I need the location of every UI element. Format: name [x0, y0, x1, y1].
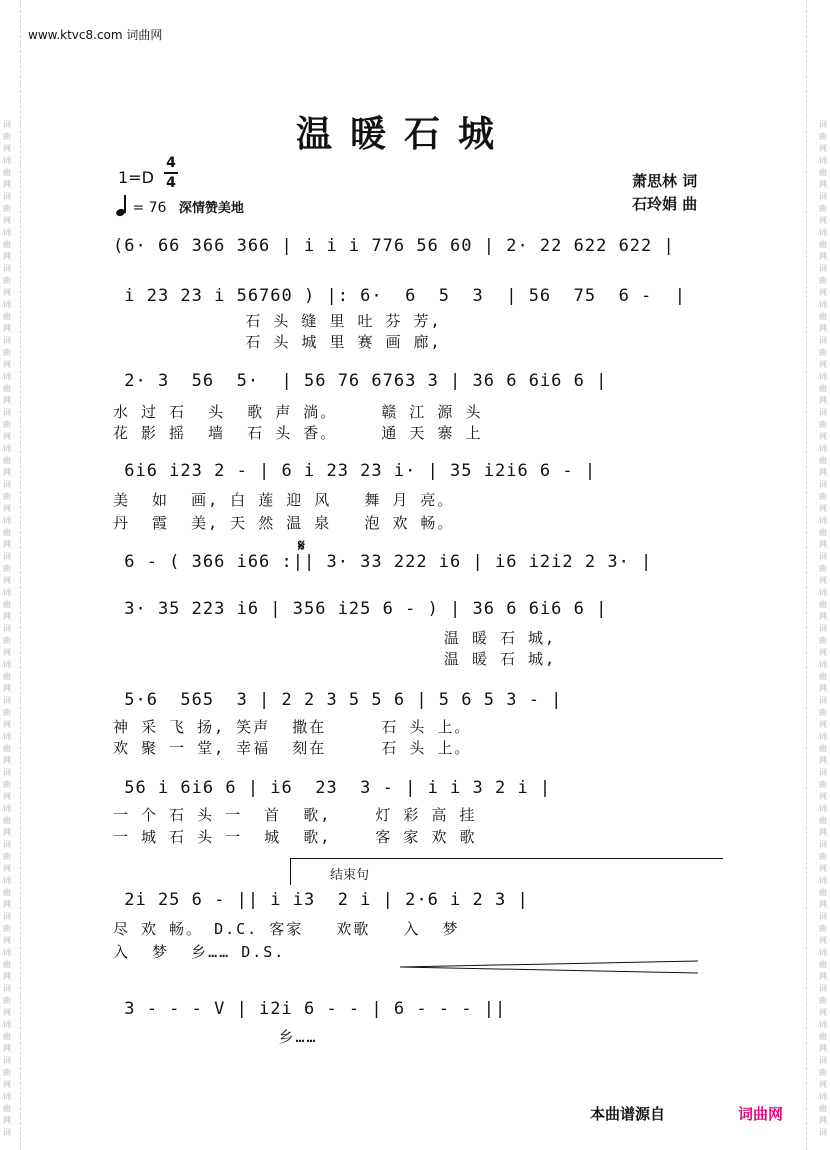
watermark-char: 网 [819, 900, 827, 909]
watermark-char: 网 [819, 396, 827, 405]
watermark-char: 词 [3, 372, 11, 381]
watermark-char: 网 [3, 612, 11, 621]
watermark-char: 词 [3, 912, 11, 921]
score-row-6 [113, 599, 723, 627]
watermark-char: 词 [819, 1020, 827, 1029]
score-row-10 [113, 999, 723, 1027]
watermark-char: 网 [3, 432, 11, 441]
watermark-char: 曲 [819, 636, 827, 645]
watermark-char: 网 [3, 972, 11, 981]
watermark-char: 词 [819, 948, 827, 957]
lyric-line: 水 过 石 头 歌 声 淌。 赣 江 源 头 [113, 403, 483, 421]
score-row-8 [113, 778, 723, 806]
watermark-char: 词 [819, 768, 827, 777]
watermark-char: 网 [819, 1116, 827, 1125]
watermark-char: 词 [3, 768, 11, 777]
watermark-char: 曲 [819, 960, 827, 969]
watermark-char: 词 [3, 732, 11, 741]
watermark-char: 网 [3, 1080, 11, 1089]
lyric-line: 美 如 画, 白 莲 迎 风 舞 月 亮。 [113, 491, 455, 509]
watermark-char: 网 [3, 936, 11, 945]
watermark-char: 曲 [3, 924, 11, 933]
watermark-char: 曲 [3, 240, 11, 249]
watermark-char: 网 [819, 936, 827, 945]
watermark-char: 词 [819, 624, 827, 633]
score-row-1 [113, 236, 723, 264]
watermark-char: 词 [819, 588, 827, 597]
notation-row: 2i 25 6 - || i i3 2 i | 2·6 i 2 3 | [113, 890, 529, 910]
watermark-char: 曲 [819, 528, 827, 537]
watermark-char: 曲 [3, 960, 11, 969]
watermark-char: 词 [3, 696, 11, 705]
watermark-char: 词 [3, 480, 11, 489]
left-dashed-guide [20, 0, 21, 1150]
lyric-line: 尽 欢 畅。 D.C. 客家 欢歌 入 梦 [113, 920, 460, 938]
notation-row: 3· 35 223 i6 | 356 i25 6 - ) | 36 6 6i6 6 | [113, 599, 608, 619]
watermark-char: 曲 [819, 780, 827, 789]
notation-row: 56 i 6i6 6 | i6 23 3 - | i i 3 2 i | [113, 778, 552, 798]
watermark-char: 词 [3, 300, 11, 309]
watermark-char: 曲 [3, 780, 11, 789]
right-watermark-strip [816, 0, 830, 1150]
watermark-char: 曲 [3, 708, 11, 717]
lyric-line: 一 个 石 头 一 首 歌, 灯 彩 高 挂 [113, 806, 477, 824]
watermark-char: 词 [819, 336, 827, 345]
watermark-char: 曲 [819, 132, 827, 141]
watermark-site-text: 词曲网 [126, 28, 163, 42]
tempo-expression: 深情赞美地 [178, 201, 244, 216]
watermark-char: 词 [819, 732, 827, 741]
watermark-char: 网 [819, 1008, 827, 1017]
watermark-char: 曲 [3, 528, 11, 537]
left-watermark-strip [0, 0, 14, 1150]
watermark-char: 网 [819, 252, 827, 261]
watermark-char: 词 [819, 444, 827, 453]
watermark-char: 网 [3, 756, 11, 765]
notation-row: 6i6 i23 2 - | 6 i 23 23 i· | 35 i2i6 6 - | [113, 461, 597, 481]
watermark-char: 词 [3, 516, 11, 525]
watermark-char: 词 [3, 264, 11, 273]
lyric-line: 一 城 石 头 一 城 歌, 客 家 欢 歌 [113, 828, 477, 846]
watermark-char: 词 [3, 876, 11, 885]
watermark-char: 曲 [3, 996, 11, 1005]
watermark-char: 曲 [819, 852, 827, 861]
watermark-char: 词 [3, 1020, 11, 1029]
footer-brand-link[interactable]: 词曲网 [738, 1105, 784, 1123]
watermark-char: 网 [819, 720, 827, 729]
watermark-char: 词 [819, 228, 827, 237]
lyricist-credit: 萧思林 词 [632, 172, 698, 190]
watermark-char: 网 [819, 684, 827, 693]
watermark-char: 曲 [819, 168, 827, 177]
key-signature: 1=D [118, 168, 154, 187]
song-title: 温暖石城 [296, 113, 513, 155]
watermark-char: 曲 [819, 276, 827, 285]
watermark-char: 曲 [819, 888, 827, 897]
footer-source-label: 本曲谱源自 [590, 1105, 666, 1123]
watermark-char: 曲 [3, 564, 11, 573]
watermark-char: 网 [819, 1044, 827, 1053]
score-row-3 [113, 371, 723, 399]
watermark-char: 词 [819, 696, 827, 705]
time-sig-bottom: 4 [166, 175, 176, 191]
watermark-char: 曲 [3, 492, 11, 501]
watermark-char: 曲 [3, 420, 11, 429]
watermark-char: 曲 [819, 816, 827, 825]
watermark-char: 网 [3, 684, 11, 693]
watermark-char: 曲 [3, 348, 11, 357]
lyric-line: 乡…… [113, 1028, 318, 1046]
score-row-4 [113, 461, 723, 489]
notation-row: 2· 3 56 5· | 56 76 6763 3 | 36 6 6i6 6 | [113, 371, 608, 391]
watermark-char: 词 [3, 192, 11, 201]
lyric-line: 温 暖 石 城, [113, 629, 557, 647]
watermark-char: 网 [3, 360, 11, 369]
watermark-char: 网 [3, 252, 11, 261]
watermark-char: 网 [819, 324, 827, 333]
watermark-char: 曲 [819, 1068, 827, 1077]
watermark-char: 曲 [819, 744, 827, 753]
watermark-char: 词 [3, 660, 11, 669]
watermark-char: 词 [819, 912, 827, 921]
watermark-char: 词 [3, 552, 11, 561]
watermark-char: 词 [3, 120, 11, 129]
watermark-char: 网 [819, 540, 827, 549]
watermark-char: 曲 [819, 924, 827, 933]
watermark-char: 词 [3, 444, 11, 453]
watermark-char: 曲 [3, 852, 11, 861]
watermark-char: 曲 [3, 744, 11, 753]
watermark-char: 网 [819, 864, 827, 873]
watermark-char: 词 [819, 192, 827, 201]
notation-row: 5·6 565 3 | 2 2 3 5 5 6 | 5 6 5 3 - | [113, 690, 563, 710]
notation-row: (6· 66 366 366 | i i i 776 56 60 | 2· 22 622 622 | [113, 236, 675, 256]
watermark-char: 词 [819, 516, 827, 525]
watermark-char: 网 [819, 504, 827, 513]
watermark-char: 词 [819, 408, 827, 417]
watermark-char: 曲 [819, 348, 827, 357]
watermark-char: 曲 [3, 888, 11, 897]
watermark-char: 网 [3, 504, 11, 513]
watermark-char: 网 [819, 144, 827, 153]
watermark-char: 词 [819, 1092, 827, 1101]
watermark-url-text: www.ktvc8.com [28, 28, 123, 42]
watermark-char: 曲 [3, 204, 11, 213]
watermark-char: 曲 [819, 456, 827, 465]
watermark-char: 曲 [819, 672, 827, 681]
watermark-char: 网 [3, 792, 11, 801]
score-row-5 [113, 552, 723, 580]
watermark-char: 网 [3, 468, 11, 477]
watermark-char: 曲 [3, 1104, 11, 1113]
watermark-char: 曲 [819, 384, 827, 393]
watermark-char: 词 [3, 1092, 11, 1101]
watermark-char: 曲 [819, 1032, 827, 1041]
watermark-char: 曲 [819, 1104, 827, 1113]
lyric-line: 石 头 缝 里 吐 芬 芳, [113, 312, 442, 330]
watermark-char: 网 [3, 1008, 11, 1017]
watermark-char: 词 [3, 228, 11, 237]
watermark-char: 词 [819, 480, 827, 489]
watermark-char: 网 [819, 1080, 827, 1089]
watermark-char: 网 [3, 576, 11, 585]
watermark-char: 曲 [819, 996, 827, 1005]
watermark-char: 词 [819, 876, 827, 885]
watermark-char: 网 [819, 792, 827, 801]
watermark-char: 网 [819, 216, 827, 225]
watermark-char: 词 [3, 984, 11, 993]
watermark-char: 网 [3, 396, 11, 405]
notation-row: i 23 23 i 56760 ) |: 6· 6 5 3 | 56 75 6 - | [113, 286, 686, 306]
watermark-char: 网 [3, 1044, 11, 1053]
watermark-char: 曲 [3, 456, 11, 465]
watermark-char: 网 [3, 540, 11, 549]
watermark-char: 曲 [3, 312, 11, 321]
lyric-line: 温 暖 石 城, [113, 650, 557, 668]
decrescendo-hairpin [400, 960, 700, 974]
score-row-9 [113, 890, 723, 918]
watermark-char: 词 [3, 840, 11, 849]
right-dashed-guide [806, 0, 807, 1150]
watermark-char: 词 [3, 804, 11, 813]
watermark-char: 网 [3, 648, 11, 657]
tempo-value: = 76 [132, 200, 167, 216]
watermark-char: 曲 [3, 636, 11, 645]
watermark-char: 词 [819, 984, 827, 993]
watermark-char: 网 [819, 432, 827, 441]
tempo-marking [116, 196, 244, 216]
watermark-char: 词 [3, 624, 11, 633]
watermark-char: 网 [3, 216, 11, 225]
watermark-char: 曲 [3, 132, 11, 141]
watermark-char: 词 [3, 588, 11, 597]
watermark-char: 曲 [819, 312, 827, 321]
quarter-note-icon [116, 196, 128, 216]
watermark-char: 网 [819, 360, 827, 369]
watermark-char: 词 [819, 264, 827, 273]
watermark-char: 曲 [819, 240, 827, 249]
watermark-char: 词 [3, 1128, 11, 1137]
watermark-char: 网 [3, 864, 11, 873]
watermark-char: 词 [819, 372, 827, 381]
watermark-char: 网 [3, 180, 11, 189]
lyric-line: 石 头 城 里 赛 画 廊, [113, 333, 442, 351]
watermark-char: 网 [3, 900, 11, 909]
watermark-char: 词 [819, 660, 827, 669]
watermark-char: 词 [819, 120, 827, 129]
watermark-char: 网 [3, 144, 11, 153]
watermark-char: 网 [819, 756, 827, 765]
watermark-char: 网 [3, 1116, 11, 1125]
watermark-char: 曲 [819, 204, 827, 213]
watermark-char: 词 [3, 336, 11, 345]
watermark-char: 网 [819, 972, 827, 981]
watermark-char: 词 [3, 1056, 11, 1065]
watermark-char: 词 [819, 804, 827, 813]
watermark-char: 词 [3, 948, 11, 957]
watermark-char: 词 [3, 156, 11, 165]
watermark-char: 曲 [819, 420, 827, 429]
watermark-char: 网 [819, 648, 827, 657]
watermark-char: 词 [3, 408, 11, 417]
watermark-char: 网 [3, 324, 11, 333]
watermark-char: 曲 [819, 492, 827, 501]
lyric-line: 入 梦 乡…… D.S. [113, 943, 286, 961]
watermark-char: 词 [819, 1056, 827, 1065]
watermark-char: 词 [819, 552, 827, 561]
watermark-char: 网 [819, 576, 827, 585]
watermark-char: 曲 [819, 564, 827, 573]
watermark-char: 曲 [819, 600, 827, 609]
watermark-char: 网 [819, 612, 827, 621]
lyric-line: 花 影 摇 墙 石 头 香。 通 天 寨 上 [113, 424, 483, 442]
score-row-7 [113, 690, 723, 718]
watermark-char: 曲 [3, 168, 11, 177]
watermark-char: 词 [819, 156, 827, 165]
watermark-char: 词 [819, 1128, 827, 1137]
watermark-char: 曲 [3, 816, 11, 825]
watermark-char: 曲 [3, 276, 11, 285]
time-sig-line [164, 172, 178, 174]
composer-credit: 石玲娟 曲 [632, 195, 698, 213]
watermark-char: 网 [3, 828, 11, 837]
watermark-char: 词 [819, 300, 827, 309]
watermark-char: 曲 [3, 1068, 11, 1077]
time-sig-top: 4 [166, 155, 176, 171]
watermark-char: 曲 [3, 384, 11, 393]
watermark-char: 曲 [3, 672, 11, 681]
lyric-line: 欢 聚 一 堂, 幸福 刻在 石 头 上。 [113, 739, 472, 757]
lyric-line: 神 采 飞 扬, 笑声 撒在 石 头 上。 [113, 718, 472, 736]
notation-row: 3 - - - V | i2i 6 - - | 6 - - - || [113, 999, 507, 1019]
watermark-char: 词 [819, 840, 827, 849]
watermark-char: 曲 [3, 600, 11, 609]
watermark-char: 网 [819, 288, 827, 297]
watermark-char: 曲 [3, 1032, 11, 1041]
watermark-char: 网 [3, 720, 11, 729]
coda-label: 结束句 [330, 868, 370, 883]
segno-sign-icon: 𝄋 [298, 536, 305, 555]
watermark-char: 网 [3, 288, 11, 297]
notation-row: 6 - ( 366 i66 :|| 3· 33 222 i6 | i6 i2i2 2 3· | [113, 552, 653, 572]
watermark-char: 网 [819, 468, 827, 477]
time-signature [164, 155, 178, 191]
lyric-line: 丹 霞 美, 天 然 温 泉 泡 欢 畅。 [113, 514, 455, 532]
watermark-url [28, 26, 162, 43]
watermark-char: 网 [819, 828, 827, 837]
watermark-char: 曲 [819, 708, 827, 717]
watermark-char: 网 [819, 180, 827, 189]
